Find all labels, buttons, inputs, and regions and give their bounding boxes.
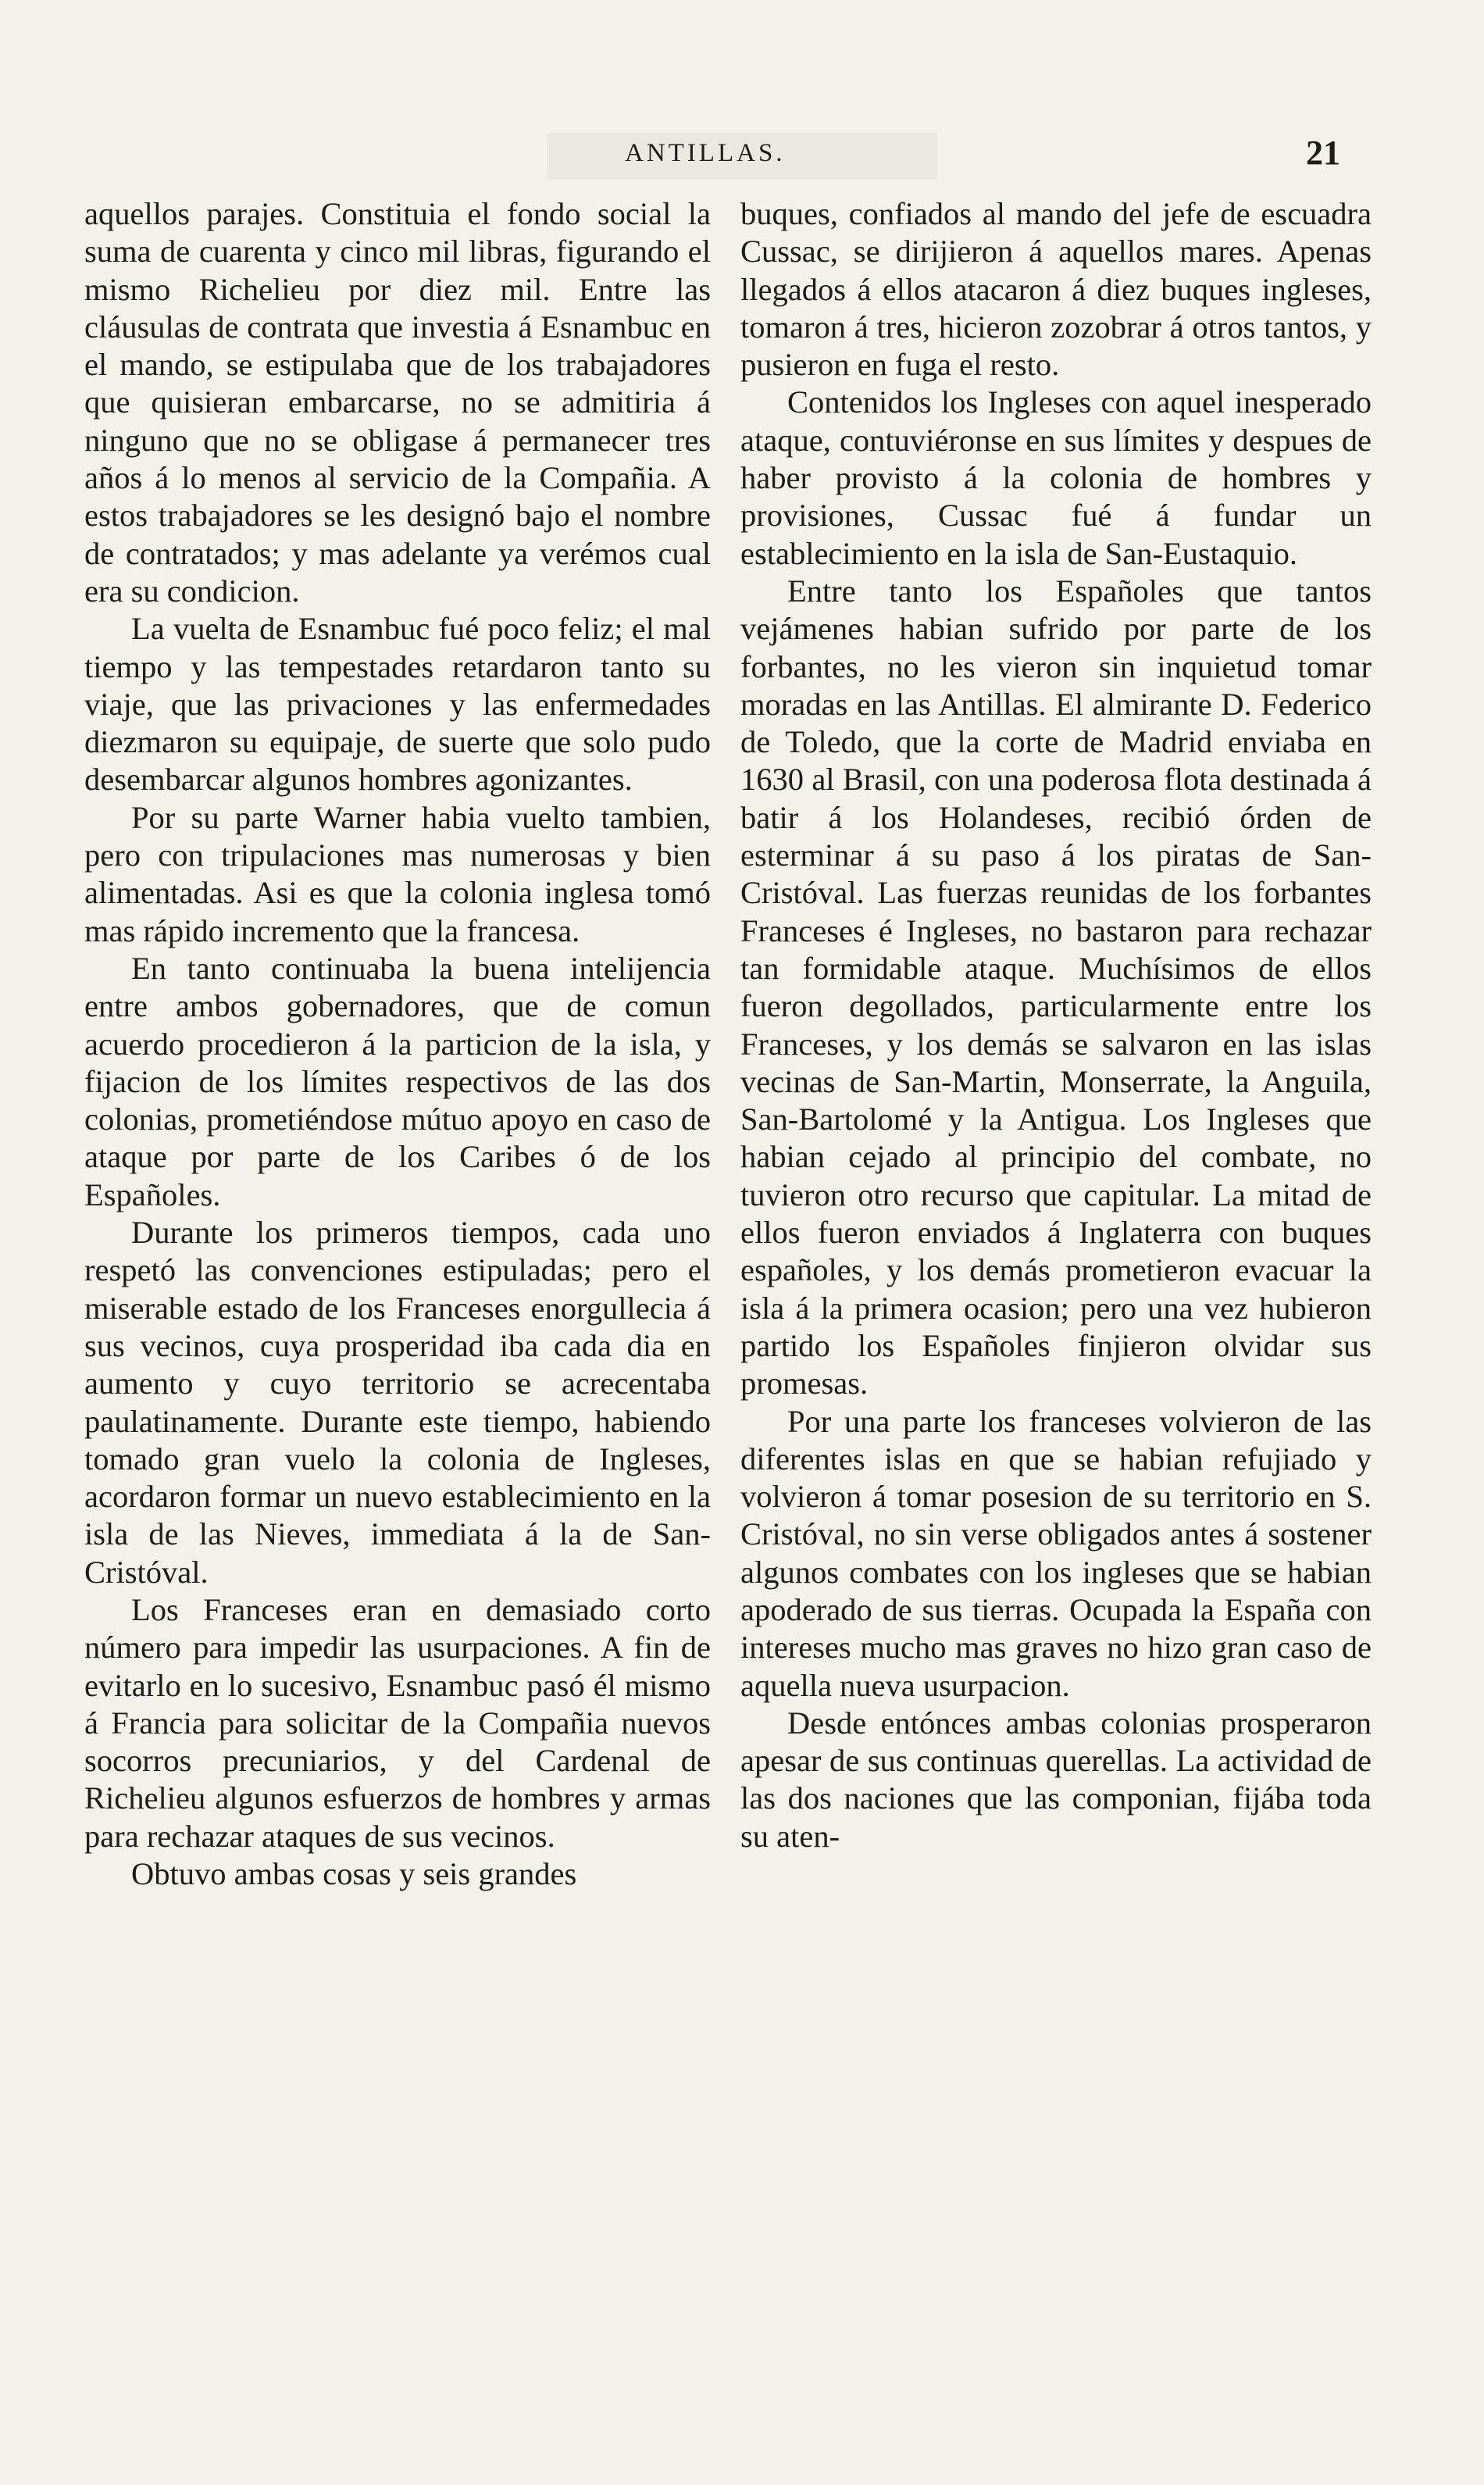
paragraph: Obtuvo ambas cosas y seis grandes <box>131 1856 577 1892</box>
paragraph: aquellos parajes. Constituia el fondo social la suma de cuarenta y cinco mil libras, figurando el mismo Richelieu por diez mil. Entre las cláusulas de contrata que investia á Esnambuc en el mando, se estipulaba que de los trabajadores que quisieran embarcarse, no se admitiria á ninguno que no se obligase á permanecer tres años á lo menos al servicio de la Compañia. A estos trabajadores se les designó bajo el nombre de contratados; y mas adelante ya verémos cual era su condicion. <box>84 196 711 609</box>
paragraph: buques, confiados al mando del jefe de escuadra Cussac, se dirijieron á aquellos mares. Apenas llegados á ellos atacaron á diez buques ingleses, tomaron á tres, hicieron zozobrar á otros tantos, y pusieron en fuga el resto. <box>740 196 1372 383</box>
running-title: ANTILLAS. <box>625 139 786 167</box>
paragraph: Por una parte los franceses volvieron de las diferentes islas en que se habian refujiado y volvieron á tomar posesion de su territorio en S. Cristóval, no sin verse obligados antes á sostener algunos combates con los ingleses que se habian apoderado de sus tierras. Ocupada la España con intereses mucho mas graves no hizo gran caso de aquella nueva usurpacion. <box>740 1403 1372 1703</box>
paragraph: Desde entónces ambas colonias prosperaron apesar de sus continuas querellas. La actividad de las dos naciones que las componian, fijába toda su aten- <box>740 1705 1372 1854</box>
paragraph: Los Franceses eran en demasiado corto número para impedir las usurpaciones. A fin de evitarlo en lo sucesivo, Esnambuc pasó él mismo á Francia para solicitar de la Compañia nuevos socorros precuniarios, y del Cardenal de Richelieu algunos esfuerzos de hombres y armas para rechazar ataques de sus vecinos. <box>84 1591 711 1854</box>
paragraph: En tanto continuaba la buena intelijencia entre ambos gobernadores, que de comun acuerdo procedieron á la particion de la isla, y fijacion de los límites respectivos de las dos colonias, prometiéndose mútuo apoyo en caso de ataque por parte de los Caribes ó de los Españoles. <box>84 950 711 1212</box>
paragraph: Contenidos los Ingleses con aquel inesperado ataque, contuviéronse en sus límites y despues de haber provisto á la colonia de hombres y provisiones, Cussac fué á fundar un establecimiento en la isla de San-Eustaquio. <box>740 384 1372 571</box>
paragraph: La vuelta de Esnambuc fué poco feliz; el mal tiempo y las tempestades retardaron tanto su viaje, que las privaciones y las enfermedades diezmaron su equipaje, de suerte que solo pudo desembarcar algunos hombres agonizantes. <box>84 611 711 798</box>
paragraph: Por su parte Warner habia vuelto tambien, pero con tripulaciones mas numerosas y bien alimentadas. Asi es que la colonia inglesa tomó mas rápido incremento que la francesa. <box>84 799 711 948</box>
left-column <box>84 195 711 1893</box>
page-number: 21 <box>1306 134 1340 172</box>
paragraph: Durante los primeros tiempos, cada uno respetó las convenciones estipuladas; pero el miserable estado de los Franceses enorgullecia á sus vecinos, cuya prosperidad iba cada dia en aumento y cuyo territorio se acrecentaba paulatinamente. Durante este tiempo, habiendo tomado gran vuelo la colonia de Ingleses, acordaron formar un nuevo establecimiento en la isla de las Nieves, immediata á la de San-Cristóval. <box>84 1215 711 1590</box>
right-column <box>740 195 1372 1855</box>
running-head <box>0 133 1484 180</box>
paragraph: Entre tanto los Españoles que tantos vejámenes habian sufrido por parte de los forbantes, no les vieron sin inquietud tomar moradas en las Antillas. El almirante D. Federico de Toledo, que la corte de Madrid enviaba en 1630 al Brasil, con una poderosa flota destinada á batir á los Holandeses, recibió órden de esterminar á su paso á los piratas de San-Cristóval. Las fuerzas reunidas de los forbantes Franceses é Ingleses, no bastaron para rechazar tan formidable ataque. Muchísimos de ellos fueron degollados, particularmente entre los Franceses, y los demás se salvaron en las islas vecinas de San-Martin, Monserrate, la Anguila, San-Bartolomé y la Antigua. Los Ingleses que habian cejado al principio del combate, no tuvieron otro recurso que capitular. La mitad de ellos fueron enviados á Inglaterra con buques españoles, y los demás prometieron evacuar la isla á la primera ocasion; pero una vez hubieron partido los Españoles finjieron olvidar sus promesas. <box>740 573 1372 1401</box>
